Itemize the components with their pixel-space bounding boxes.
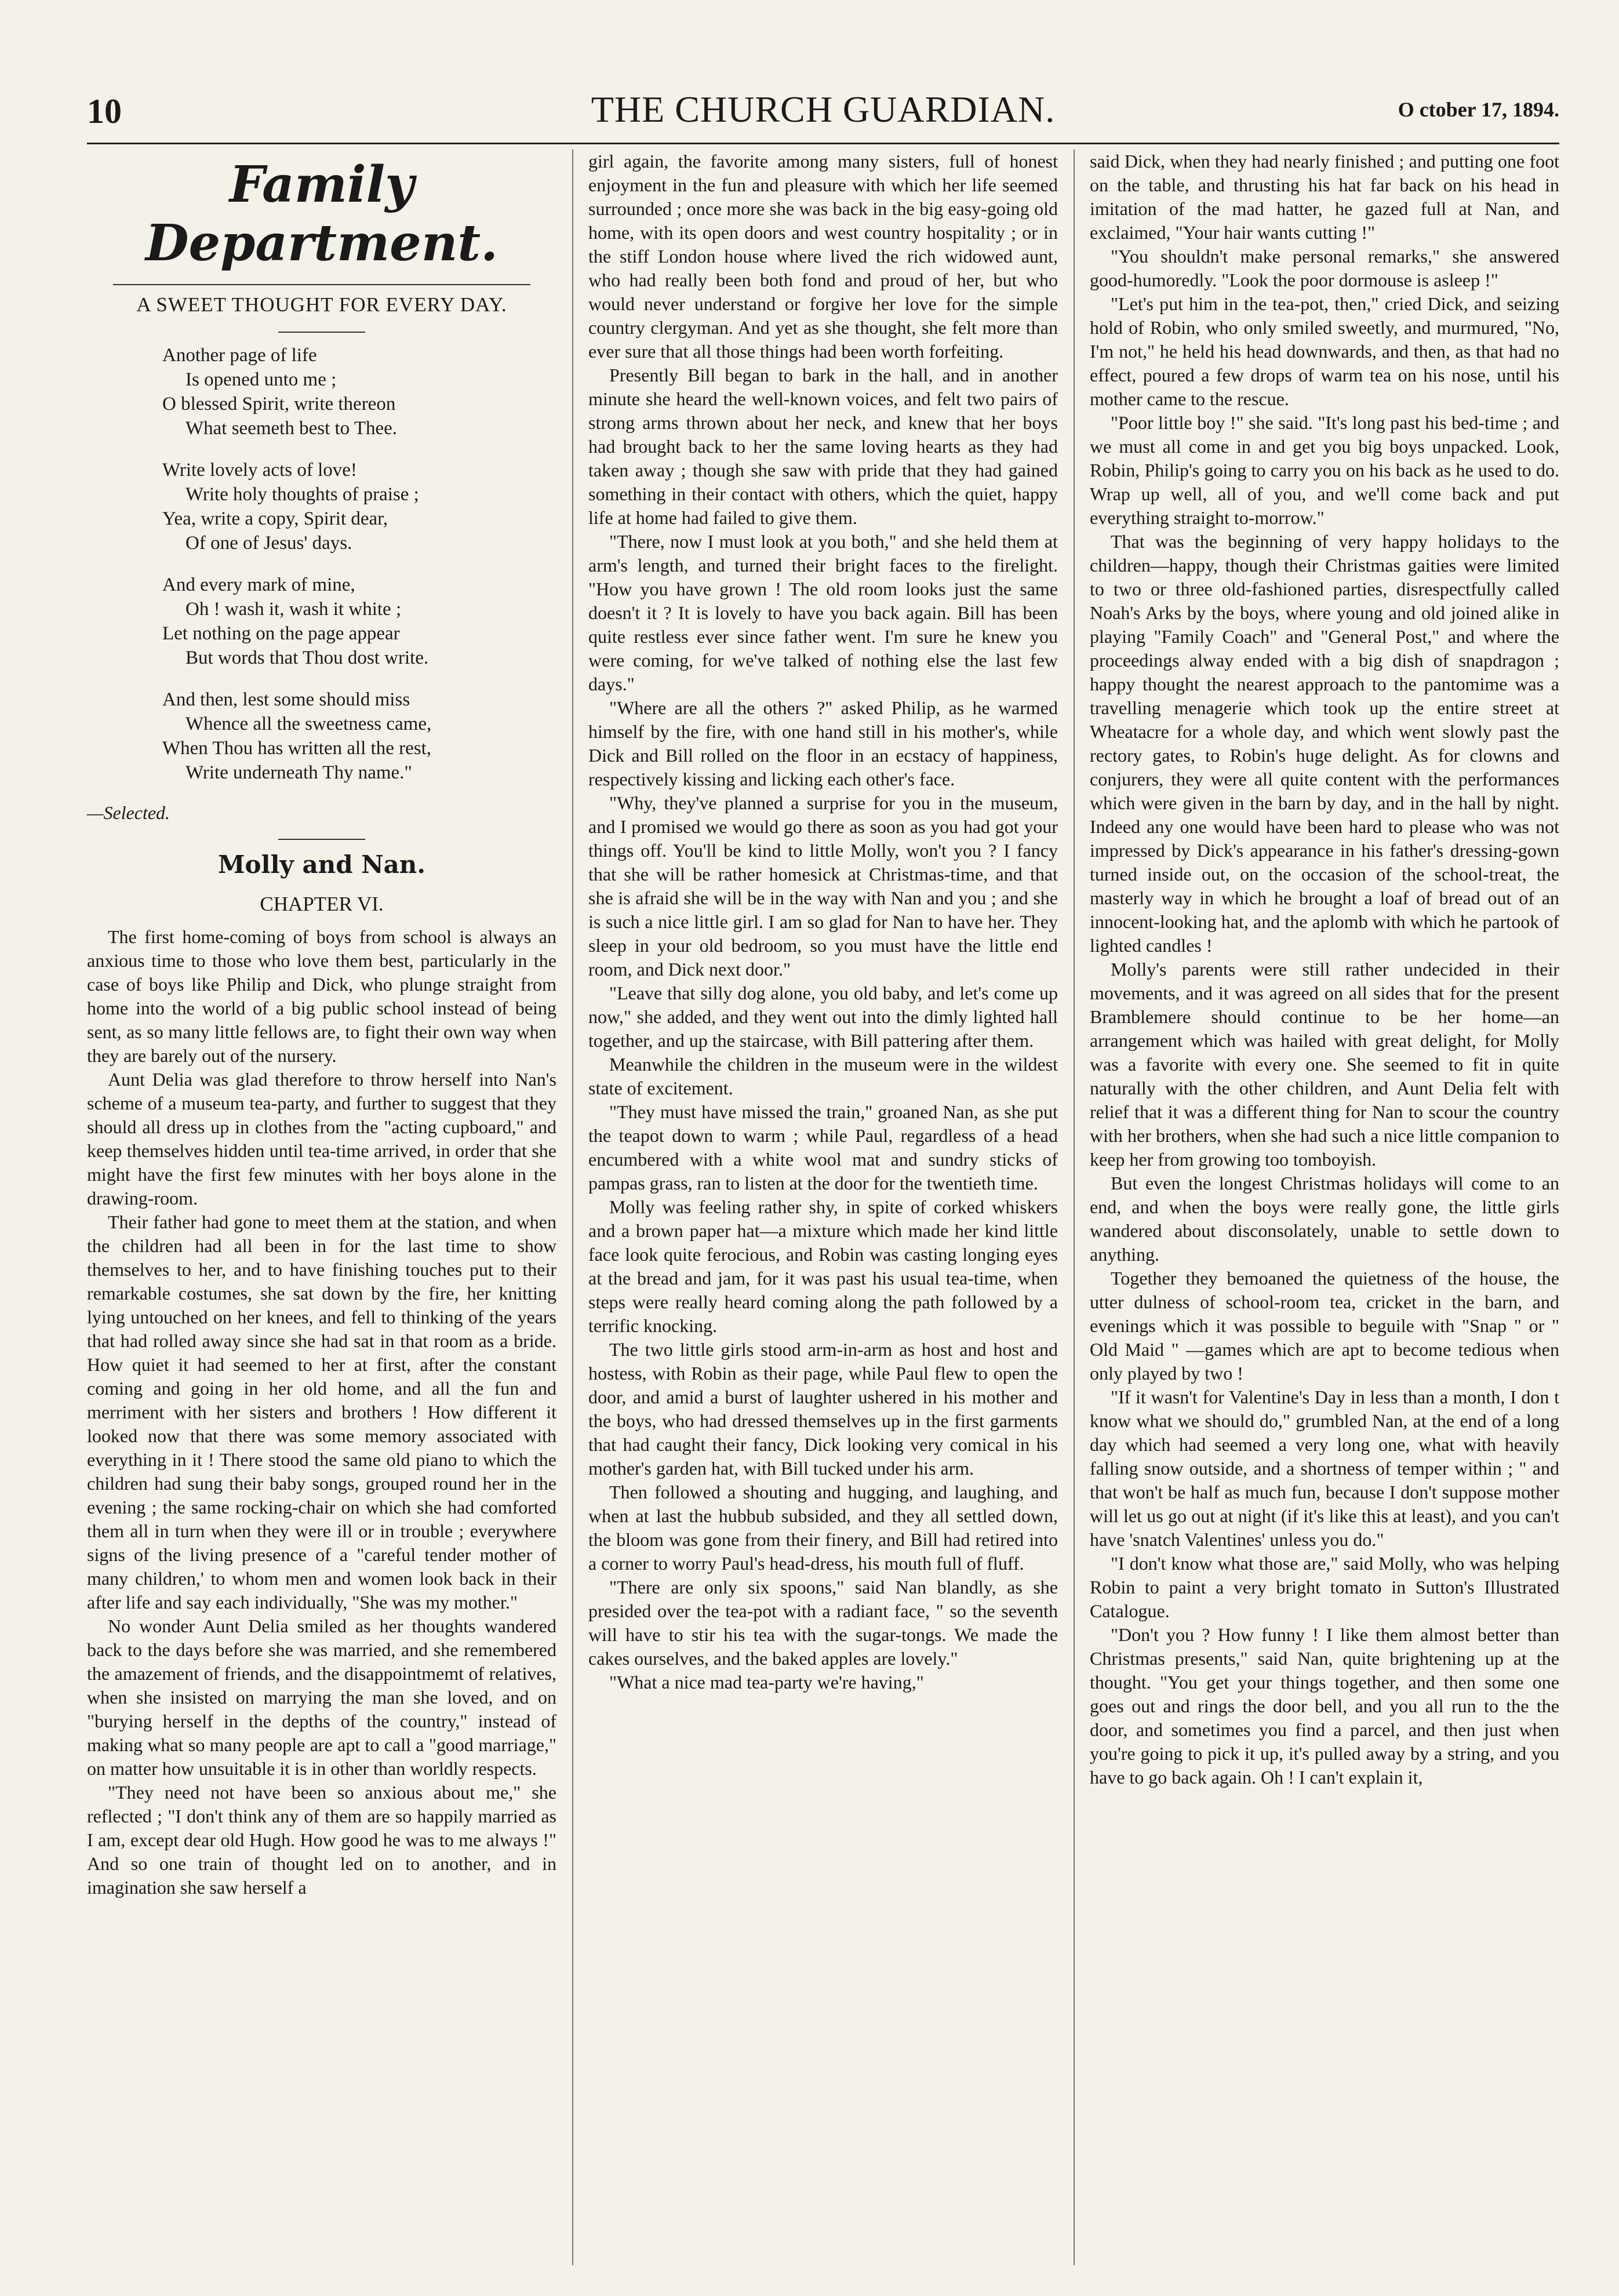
column-3 xyxy=(1090,150,1559,1789)
paragraph: "If it wasn't for Valentine's Day in less than a month, I don t know what we should do," grumbled Nan, at the end of a long day which had seemed a very long one, what with heavily falling snow outside, and a shortness of temper within ; " and that won't be half as much fun, because I don't suppose mother will let us go out at night (if it's like this at least), and you can't have 'snatch Valentines' unless you do." xyxy=(1090,1387,1559,1550)
poem-stanza xyxy=(162,343,556,441)
paragraph: "They must have missed the train," groaned Nan, as she put the teapot down to warm ; while Paul, regardless of a head encumbered with a white wool mat and sundry sticks of pampas grass, ran to listen at the door for the twentieth time. xyxy=(588,1101,1058,1194)
header-rule xyxy=(87,143,1559,144)
paragraph: Presently Bill began to bark in the hall, and in another minute she heard the well-known voices, and felt two pairs of strong arms thrown about her neck, and knew that her boys had brought back to her the same loving hearts as they had taken away ; though she saw with pride that they had gained something in their contact with others, which the quiet, happy life at home had failed to give them. xyxy=(588,365,1058,528)
poem-line: Oh ! wash it, wash it white ; xyxy=(185,599,402,620)
column-divider xyxy=(1074,150,1075,2265)
paragraph: Molly was feeling rather shy, in spite of corked whiskers and a brown paper hat—a mixture which made her kind little face look quite ferocious, and Robin was casting longing eyes at the bread and jam, for it was past his usual tea-time, when steps were really heard coming along the path followed by a terrific knocking. xyxy=(588,1196,1058,1336)
paragraph: Meanwhile the children in the museum were in the wildest state of excitement. xyxy=(588,1054,1058,1098)
paragraph: No wonder Aunt Delia smiled as her thoughts wandered back to the days before she was married, and she remembered the amazement of friends, and the disappointmemt of relatives, when she insisted on marrying the man she loved, and on "burying herself in the depths of the country," instead of making what so many people are apt to call a "good marriage," on matter how unsuitable it is in other than worldly respects. xyxy=(87,1615,556,1779)
poem-title: A SWEET THOUGHT FOR EVERY DAY. xyxy=(136,293,507,316)
paragraph: The first home-coming of boys from school is always an anxious time to those who love them best, particularly in the case of boys like Philip and Dick, who plunge straight from home into the world of a big public school instead of being sent, as so many little fellows are, to fight their own way when they are barely out of the nursery. xyxy=(87,926,556,1066)
paragraph: That was the beginning of very happy holidays to the children—happy, though their Christmas gaities were limited to two or three old-fashioned parties, disrespectfully called Noah's Arks by the boys, where young and old joined alike in playing "Family Coach" and "General Post," and where the proceedings alway ended with a big dish of snapdragon ; happy thought the nearest approach to the pantomime was a travelling menagerie which took up the entire street at Wheatacre for a whole day, and which went slowly past the rectory gates, to Robin's huge delight. As for clowns and conjurers, they were all quite content with the performances which were given in the barn by day, and in the hall by night. Indeed any one would have been hard to please who was not impressed by Dick's appearance in his father's dressing-gown turned inside out, on the occasion of the school-treat, the masterly way in which he brought a loaf of bread out of an innocent-looking hat, and the aplomb with which he partook of lighted candles ! xyxy=(1090,531,1559,956)
paragraph: said Dick, when they had nearly finished ; and putting one foot on the table, and thrusting his hat far back on his head in imitation of the mad hatter, he gazed full at Nan, and exclaimed, "Your hair wants cutting !" xyxy=(1090,151,1559,243)
department-title: Family Department. xyxy=(145,155,499,272)
paragraph: "There, now I must look at you both," and she held them at arm's length, and turned their bright faces to the firelight. "How you have grown ! The old room looks just the same doesn't it ? It is lovely to have you back again. Bill has been quite restless ever since father went. I'm sure he knew you were coming, for we've talked of nothing else the last few days." xyxy=(588,531,1058,694)
divider-rule xyxy=(278,332,365,333)
paragraph: Their father had gone to meet them at the station, and when the children had all been in for the last time to show themselves to her, and to have finishing touches put to their remarkable costumes, she sat down by the fire, her knitting lying untouched on her knees, and fell to thinking of the years that had rolled away since she had sat in that room as a bride. How quiet it had seemed to her at first, after the constant coming and going in her old home, and all the fun and merriment with her sisters and brothers ! How different it looked now that there was some memory associated with everything in it ! There stood the same old piano to which the children had sung their baby songs, grouped round her in the evening ; the same rocking-chair on which she had comforted them all in turn when they were ill or in trouble ; everywhere signs of the living presence of a "careful tender mother of many children,' to whom men and women look back in their after life and say each individually, "She was my mother." xyxy=(87,1211,556,1613)
poem-stanza xyxy=(162,458,556,555)
paragraph: "There are only six spoons," said Nan blandly, as she presided over the tea-pot with a radiant face, " so the seventh will have to stir his tea with the sugar-tongs. We made the cakes ourselves, and the baked apples are lovely." xyxy=(588,1577,1058,1669)
poem-line: But words that Thou dost write. xyxy=(185,647,429,668)
paragraph: The two little girls stood arm-in-arm as host and host and hostess, with Robin as their page, while Paul flew to open the door, and amid a burst of laughter ushered in his mother and the boys, who had dressed themselves up in the first garments that had caught their fancy, Dick looking very comical in his mother's garden hat, with Bill tucked under his arm. xyxy=(588,1339,1058,1479)
poem-line: And then, lest some should miss xyxy=(162,689,410,710)
paragraph: "They need not have been so anxious about me," she reflected ; "I don't think any of them are so happily married as I am, except dear old Hugh. How good he was to me always !" And so one train of thought led on to another, and in imagination she saw herself a xyxy=(87,1782,556,1898)
poem-credit: —Selected. xyxy=(87,802,170,823)
poem-line: And every mark of mine, xyxy=(162,574,355,595)
poem-line: Let nothing on the page appear xyxy=(162,623,400,644)
paragraph: Together they bemoaned the quietness of the house, the utter dulness of school-room tea, cricket in the barn, and evenings which it was possible to beguile with "Snap " or " Old Maid " —games which are apt to become tedious when only played by two ! xyxy=(1090,1268,1559,1384)
masthead: THE CHURCH GUARDIAN. xyxy=(591,89,1056,130)
poem-stanza xyxy=(162,573,556,670)
paragraph: "Let's put him in the tea-pot, then," cried Dick, and seizing hold of Robin, who only smiled sweetly, and murmured, "No, I'm not," he held his head downwards, and then, as that had no effect, poured a few drops of warm tea on his nose, until his mother came to the rescue. xyxy=(1090,293,1559,409)
divider-rule xyxy=(278,839,365,840)
column-1 xyxy=(87,150,556,1900)
poem-stanza xyxy=(162,687,556,785)
paragraph: But even the longest Christmas holidays will come to an end, and when the boys were really gone, the little girls wandered about disconsolately, unable to settle down to anything. xyxy=(1090,1173,1559,1265)
poem-line: Whence all the sweetness came, xyxy=(185,714,432,734)
paragraph: Aunt Delia was glad therefore to throw herself into Nan's scheme of a museum tea-party, and further to suggest that they should all dress up in clothes from the "acting cupboard," and keep themselves hidden until tea-time arrived, in order that she might have the first few minutes with her boys alone in the drawing-room. xyxy=(87,1069,556,1209)
page-number: 10 xyxy=(87,92,122,130)
poem-line: Write holy thoughts of praise ; xyxy=(185,484,419,505)
paragraph: "Don't you ? How funny ! I like them almost better than Christmas presents," said Nan, quite brightening up at the thought. "You get your things together, and then some one goes out and rings the door bell, and you all run to the the door, and sometimes you find a parcel, and then just when you're going to pick it up, it's pulled away by a string, and you have to go back again. Oh ! I can't explain it, xyxy=(1090,1624,1559,1788)
paragraph: Molly's parents were still rather undecided in their movements, and it was agreed on all sides that for the present Bramblemere should continue to be her home—an arrangement which was hailed with great delight, for Molly was a favorite with every one. She seemed to fit in quite naturally with the other children, and Aunt Delia felt with relief that it was a different thing for Nan to scour the country with her brothers, when she had such a nice little companion to keep her from growing too tomboyish. xyxy=(1090,959,1559,1170)
paragraph: girl again, the favorite among many sisters, full of honest enjoyment in the fun and pleasure with which her life seemed surrounded ; once more she was back in the big easy-going old home, with its open doors and west country hospitality ; or in the stiff London house where lived the rich widowed aunt, who had really been both fond and proud of her, but who would never understand or forgive her love for the simple country clergyman. And yet as she thought, she felt more than ever sure that all those things had been worth forfeiting. xyxy=(588,151,1058,362)
column-2 xyxy=(588,150,1058,1694)
poem-line: Of one of Jesus' days. xyxy=(185,533,352,554)
chapter-heading: CHAPTER VI. xyxy=(260,893,384,915)
poem-line: When Thou has written all the rest, xyxy=(162,738,432,759)
poem-line: Is opened unto me ; xyxy=(185,369,337,390)
poem-line: Another page of life xyxy=(162,345,317,366)
poem xyxy=(162,343,556,785)
poem-line: Write underneath Thy name." xyxy=(185,762,412,783)
issue-date: O ctober 17, 1894. xyxy=(1398,98,1559,121)
paragraph: "Why, they've planned a surprise for you in the museum, and I promised we would go there as soon as you had got your things off. You'll be kind to little Molly, won't you ? I fancy that she will be rather homesick at Christmas-time, and that she is afraid she will be in the way with Nan and you ; and she is such a nice little girl. I am so glad for Nan to have her. They sleep in your old bedroom, so you must have the little end room, and Dick next door." xyxy=(588,792,1058,980)
paragraph: "I don't know what those are," said Molly, who was helping Robin to paint a very bright tomato in Sutton's Illustrated Catalogue. xyxy=(1090,1553,1559,1621)
paragraph: Then followed a shouting and hugging, and laughing, and when at last the hubbub subsided, and they all settled down, the bloom was gone from their finery, and Bill had retired into a corner to worry Paul's head-dress, his mouth full of fluff. xyxy=(588,1482,1058,1574)
paragraph: "Leave that silly dog alone, you old baby, and let's come up now," she added, and they went out into the dimly lighted hall together, and up the staircase, with Bill pattering after them. xyxy=(588,983,1058,1051)
poem-line: What seemeth best to Thee. xyxy=(185,418,398,439)
story-title: Molly and Nan. xyxy=(218,850,425,879)
poem-line: Yea, write a copy, Spirit dear, xyxy=(162,508,388,529)
poem-line: Write lovely acts of love! xyxy=(162,460,357,481)
column-divider xyxy=(572,150,573,2265)
paragraph: "Poor little boy !" she said. "It's long past his bed-time ; and we must all come in and get you big boys unpacked. Look, Robin, Philip's going to carry you on his back as he used to do. Wrap up well, all of you, and we'll come back and put everything straight to-morrow." xyxy=(1090,412,1559,528)
paragraph: "You shouldn't make personal remarks," she answered good-humoredly. "Look the poor dormouse is asleep !" xyxy=(1090,246,1559,290)
page-header xyxy=(87,87,1559,139)
poem-line: O blessed Spirit, write thereon xyxy=(162,394,396,414)
paragraph: "What a nice mad tea-party we're having," xyxy=(609,1672,924,1693)
paragraph: "Where are all the others ?" asked Philip, as he warmed himself by the fire, with one hand still in his mother's, while Dick and Bill rolled on the floor in an ecstacy of happiness, respectively kissing and licking each other's face. xyxy=(588,697,1058,789)
divider-rule xyxy=(113,284,530,285)
